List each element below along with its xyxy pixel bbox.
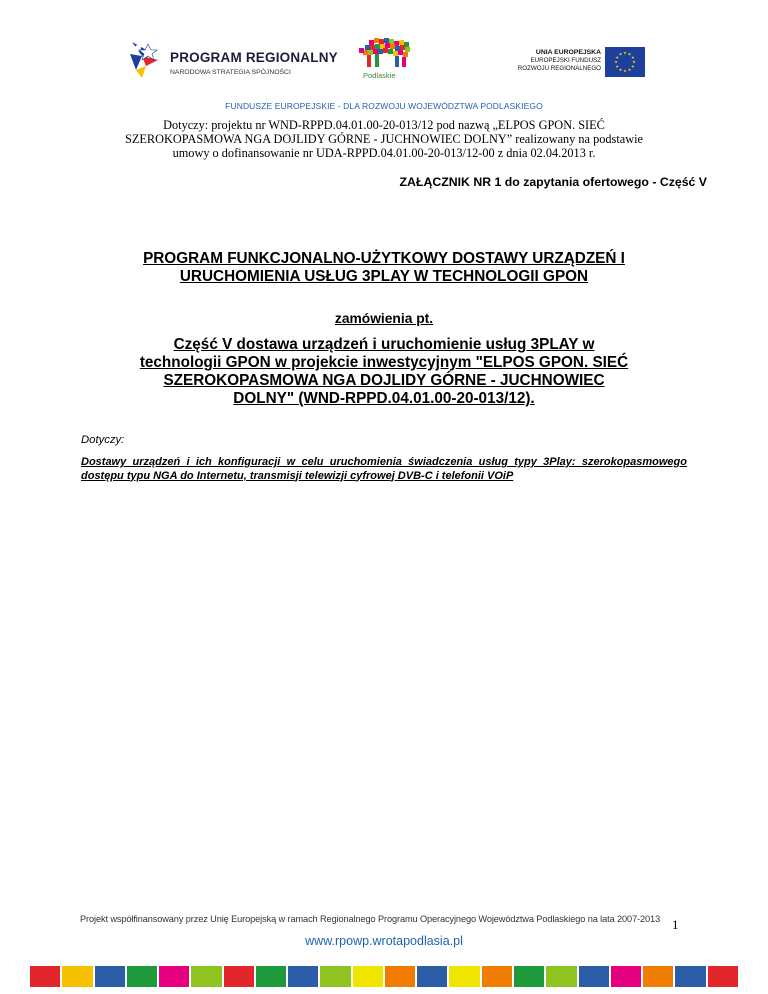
page-number: 1	[672, 917, 679, 932]
part-title-line: SZEROKOPASMOWA NGA DOJLIDY GÓRNE - JUCHNOWIEC	[163, 372, 605, 389]
part-title-line: technologii GPON w projekcie inwestycyjnym "ELPOS GPON. SIEĆ	[139, 354, 629, 371]
color-strip-segment	[256, 966, 286, 987]
main-title-line: URUCHOMIENIA USŁUG 3PLAY W TECHNOLOGII GPON	[179, 268, 589, 285]
color-strip-segment	[482, 966, 512, 987]
podlaskie-bison-icon	[355, 36, 417, 70]
podlaskie-logo	[355, 36, 417, 84]
order-title: zamówienia pt.	[334, 311, 434, 326]
color-strip-segment	[579, 966, 609, 987]
main-title-line: PROGRAM FUNKCJONALNO-UŻYTKOWY DOSTAWY URZĄDZEŃ I	[143, 250, 625, 267]
project-reference-line: Dotyczy: projektu nr WND-RPPD.04.01.00-20-013/12 pod nazwą „ELPOS GPON. SIEĆ	[163, 118, 605, 132]
program-regionalny-title: PROGRAM REGIONALNY	[170, 50, 338, 65]
color-strip-segment	[288, 966, 318, 987]
color-strip-segment	[514, 966, 544, 987]
concerns-label: Dotyczy:	[81, 434, 125, 446]
project-reference-line: umowy o dofinansowanie nr UDA-RPPD.04.01.00-20-013/12-00 z dnia 02.04.2013 r.	[172, 146, 596, 160]
concerns-text: Dostawy urządzeń i ich konfiguracji w celu uruchomienia świadczenia usług typy 3Play: szerokopasmowego dostępu typu NGA do Internetu, transmisji telewizji cyfrowej DVB-C i telefonii VOiP	[81, 456, 687, 482]
color-strip-segment	[417, 966, 447, 987]
color-strip-segment	[127, 966, 157, 987]
program-regionalny-emblem-icon	[128, 40, 164, 80]
color-strip-segment	[643, 966, 673, 987]
program-regionalny-logo	[128, 40, 338, 84]
color-strip-segment	[385, 966, 415, 987]
main-title	[60, 250, 708, 286]
eu-logo-text	[518, 49, 601, 73]
eu-logo-line2: EUROPEJSKI FUNDUSZ	[530, 57, 601, 64]
color-strip-segment	[353, 966, 383, 987]
project-reference	[60, 118, 708, 160]
footer-url-link[interactable]: www.rpowp.wrotapodlasia.pl	[305, 934, 463, 948]
footer-color-strip	[30, 966, 738, 987]
eu-logo	[510, 47, 645, 81]
program-regionalny-subtitle: NARODOWA STRATEGIA SPÓJNOŚCI	[170, 69, 291, 76]
project-reference-line: SZEROKOPASMOWA NGA DOJLIDY GÓRNE - JUCHNOWIEC DOLNY” realizowany na podstawie	[125, 132, 643, 146]
podlaskie-caption: Podlaskie	[363, 71, 396, 80]
color-strip-segment	[159, 966, 189, 987]
color-strip-segment	[62, 966, 92, 987]
color-strip-segment	[95, 966, 125, 987]
color-strip-segment	[611, 966, 641, 987]
funds-line: FUNDUSZE EUROPEJSKIE - DLA ROZWOJU WOJEWÓDZTWA PODLASKIEGO	[225, 101, 543, 111]
eu-logo-line1: UNIA EUROPEJSKA	[535, 49, 601, 56]
color-strip-segment	[30, 966, 60, 987]
color-strip-segment	[320, 966, 350, 987]
part-title-line: Część V dostawa urządzeń i uruchomienie usług 3PLAY w	[173, 336, 595, 353]
footer-cofinancing-text: Projekt współfinansowany przez Unię Europejską w ramach Regionalnego Programu Operacyjnego Województwa Podlaskiego na lata 2007-2013	[80, 914, 661, 924]
part-title-line: DOLNY" (WND-RPPD.04.01.00-20-013/12).	[233, 390, 535, 407]
color-strip-segment	[191, 966, 221, 987]
attachment-heading: ZAŁĄCZNIK NR 1 do zapytania ofertowego - Część V	[399, 175, 707, 189]
color-strip-segment	[675, 966, 705, 987]
eu-flag-icon	[605, 47, 645, 77]
part-title	[80, 336, 688, 408]
color-strip-segment	[224, 966, 254, 987]
color-strip-segment	[708, 966, 738, 987]
color-strip-segment	[449, 966, 479, 987]
color-strip-segment	[546, 966, 576, 987]
eu-logo-line3: ROZWOJU REGIONALNEGO	[517, 65, 601, 72]
